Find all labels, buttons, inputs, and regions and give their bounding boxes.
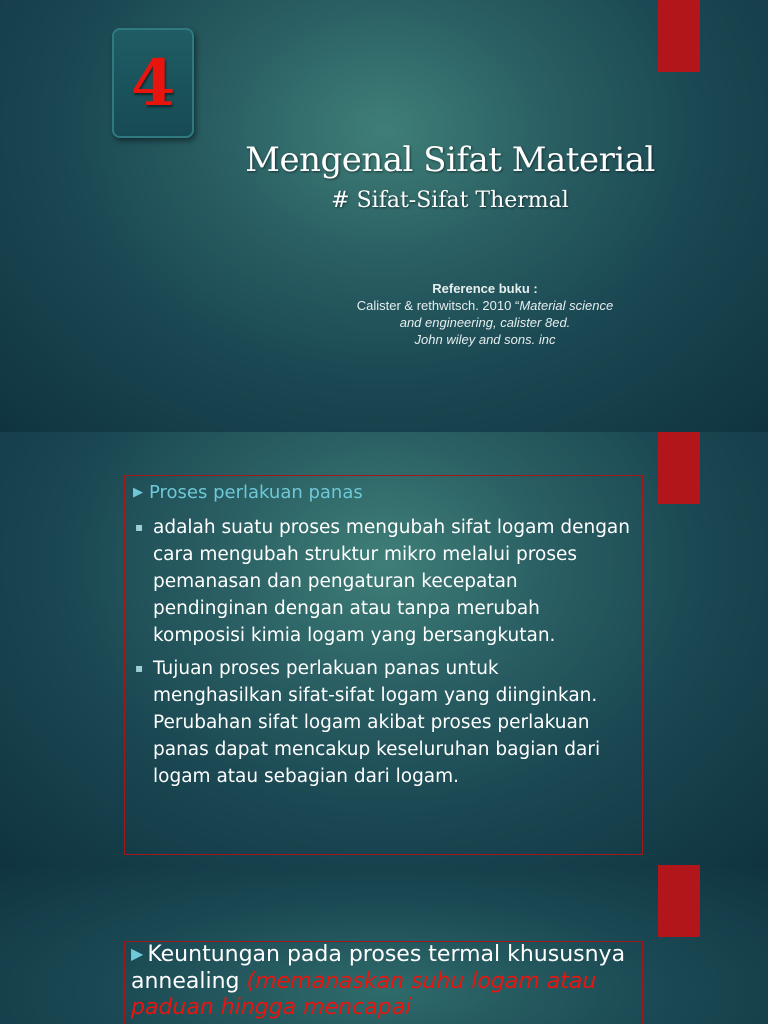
- slide-3-text-red: (memanaskan suhu logam atau paduan hingga mencapai: [131, 969, 597, 1020]
- content-box: [124, 941, 643, 1024]
- red-accent-tab: [658, 432, 700, 504]
- reference-line3: John wiley and sons. inc: [414, 332, 556, 347]
- red-accent-tab: [658, 0, 700, 72]
- slide-subtitle: # Sifat-Sifat Thermal: [331, 188, 569, 213]
- bullet-list: [133, 514, 633, 796]
- slide-3: [0, 865, 768, 1024]
- square-bullet-icon: ▪: [135, 520, 144, 534]
- reference-heading: Reference buku :: [432, 281, 538, 296]
- slide-3-text: [131, 942, 631, 1021]
- slide-3-text-plain: Keuntungan pada proses termal khususnya annealing: [131, 942, 626, 994]
- section-heading: [133, 482, 363, 503]
- reference-block: [320, 280, 650, 348]
- section-heading-label: Proses perlakuan panas: [149, 482, 363, 503]
- content-box: [124, 475, 643, 855]
- chapter-number-box: [112, 28, 194, 138]
- triangle-right-icon: ▶: [131, 944, 144, 963]
- reference-line1-plain: Calister & rethwitsch. 2010 “: [356, 298, 520, 313]
- red-accent-tab: [658, 865, 700, 937]
- square-bullet-icon: ▪: [135, 661, 144, 675]
- list-item: [133, 514, 633, 649]
- reference-line2: and engineering, calister 8ed.: [399, 315, 571, 330]
- list-item-text: Tujuan proses perlakuan panas untuk menghasilkan sifat-sifat logam yang diinginkan. Perubahan sifat logam akibat proses perlakuan panas dapat mencakup keseluruhan bagian dari logam atau sebagian dari logam.: [153, 658, 601, 787]
- slide-1: [0, 0, 768, 432]
- list-item: [133, 655, 633, 790]
- reference-line1-italic: Material science: [519, 298, 614, 313]
- triangle-right-icon: ▶: [133, 485, 143, 500]
- slide-title: Mengenal Sifat Material: [245, 140, 655, 180]
- chapter-number: 4: [130, 45, 176, 121]
- slide-2: [0, 432, 768, 865]
- list-item-text: adalah suatu proses mengubah sifat logam dengan cara mengubah struktur mikro melalui proses pemanasan dan pengaturan kecepatan pendinginan dengan atau tanpa merubah komposisi kimia logam yang bersangkutan.: [153, 517, 630, 646]
